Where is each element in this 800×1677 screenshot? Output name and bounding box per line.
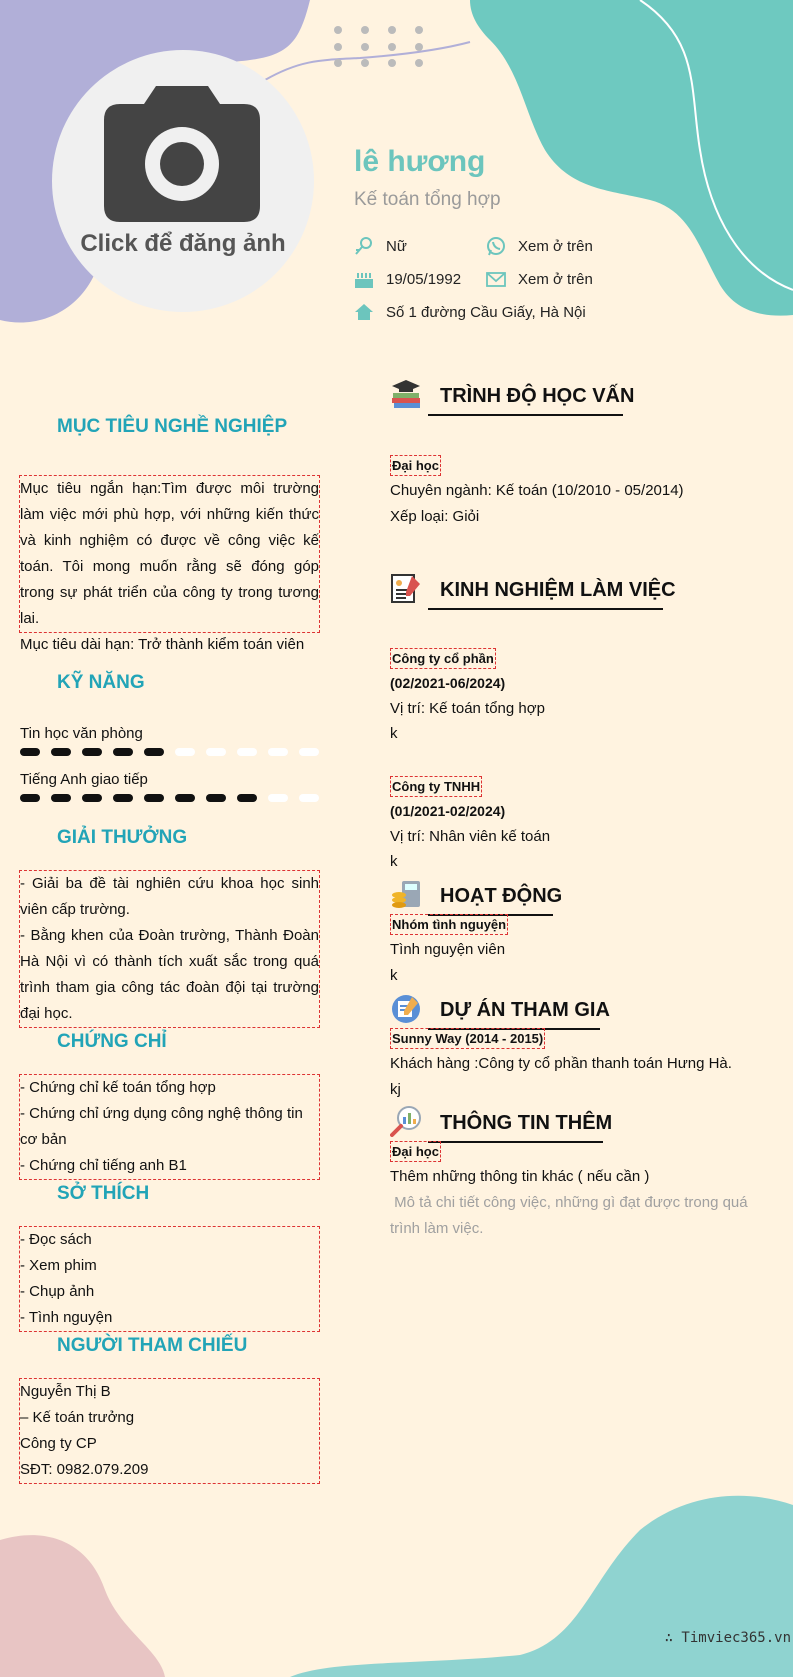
more-info-tag[interactable]: Đại học — [390, 1141, 441, 1162]
certificate-line: - Chứng chỉ tiếng anh B1 — [20, 1157, 187, 1174]
award-line: - Giải ba đề tài nghiên cứu khoa học sinh viên cấp trường. — [20, 875, 319, 918]
experience-title: KINH NGHIỆM LÀM VIỆC — [440, 579, 676, 601]
section-underline — [428, 414, 623, 416]
job-position: Vị trí: Kế toán tổng hợp — [390, 700, 545, 717]
more-info-placeholder: Mô tả chi tiết công việc, những gì đạt được trong quá — [390, 1194, 748, 1211]
reference-line: SĐT: 0982.079.209 — [20, 1461, 149, 1478]
job-company[interactable]: Công ty TNHH — [390, 776, 482, 797]
activity-role: Tình nguyện viên — [390, 941, 506, 958]
magnifier-chart-icon — [390, 1105, 422, 1137]
skill-level-dash — [206, 794, 226, 802]
skill-level-dash — [237, 748, 257, 756]
envelope-icon — [486, 269, 506, 289]
camera-icon — [104, 86, 260, 222]
candidate-name: lê hương — [354, 145, 486, 178]
objective-title: MỤC TIÊU NGHỀ NGHIỆP — [57, 416, 288, 437]
skill-level-bar — [20, 748, 319, 756]
skill-level-dash — [113, 748, 133, 756]
address-info — [354, 302, 586, 322]
job-description: k — [390, 725, 398, 742]
skill-level-dash — [268, 748, 288, 756]
skill-level-dash — [175, 748, 195, 756]
skill-level-dash — [206, 748, 226, 756]
skill-level-dash — [82, 794, 102, 802]
job-company[interactable]: Công ty cổ phần — [390, 648, 496, 669]
objective-box[interactable] — [19, 475, 320, 653]
activities-title: HOẠT ĐỘNG — [440, 885, 563, 907]
certificates-box[interactable] — [19, 1074, 320, 1180]
project-name[interactable]: Sunny Way (2014 - 2015) — [390, 1028, 545, 1049]
more-info-placeholder: trình làm việc. — [390, 1220, 484, 1237]
job-position: Vị trí: Nhân viên kế toán — [390, 828, 551, 845]
project-client: Khách hàng :Công ty cổ phần thanh toán Hưng Hà. — [390, 1055, 732, 1072]
watermark: ∴ Timviec365.vn — [664, 1630, 791, 1646]
resume-pen-icon — [390, 572, 422, 604]
job-title: Kế toán tổng hợp — [354, 189, 501, 210]
gender-info — [354, 236, 407, 256]
skills-title: KỸ NĂNG — [57, 672, 145, 693]
skill-level-dash — [175, 794, 195, 802]
birthday-cake-icon — [354, 269, 374, 289]
education-school[interactable]: Đại học — [390, 455, 441, 476]
education-title: TRÌNH ĐỘ HỌC VẤN — [440, 385, 635, 407]
email-info — [486, 269, 593, 289]
skill-level-dash — [144, 794, 164, 802]
gender-value: Nữ — [386, 237, 407, 255]
calculator-coins-icon — [390, 879, 422, 911]
job-description: k — [390, 853, 398, 870]
books-graduation-cap-icon — [390, 378, 422, 410]
skill-level-dash — [20, 748, 40, 756]
activity-description: k — [390, 967, 398, 984]
skill-level-dash — [299, 794, 319, 802]
objective-text: Mục tiêu ngắn hạn:Tìm được môi trường làm việc mới phù hợp, với những kiến thức và kinh nghiệm có được về công việc kế toán. Tôi mong muốn rằng sẽ đóng góp trong sự phát triển của công ty trong tương lai. — [20, 480, 319, 627]
skill-level-dash — [299, 748, 319, 756]
award-line: - Bằng khen của Đoàn trường, Thành Đoàn Hà Nội vì có thành tích xuất sắc trong quá trình tham gia công tác đoàn đội tại trường đại học. — [20, 927, 319, 1022]
hobby-line: - Đọc sách — [20, 1231, 92, 1248]
address-value: Số 1 đường Cầu Giấy, Hà Nội — [386, 303, 586, 321]
section-underline — [428, 608, 663, 610]
skill-level-dash — [20, 794, 40, 802]
hobby-line: - Tình nguyện — [20, 1309, 113, 1326]
phone-info — [486, 236, 593, 256]
skill-level-bar — [20, 794, 319, 802]
certificate-line: - Chứng chỉ kế toán tổng hợp — [20, 1079, 216, 1096]
skill-level-dash — [113, 794, 133, 802]
birthday-info — [354, 269, 461, 289]
certificate-line: - Chứng chỉ ứng dụng công nghệ thông tin cơ bản — [20, 1105, 303, 1148]
skill-level-dash — [144, 748, 164, 756]
project-description: kj — [390, 1081, 401, 1098]
skill-level-dash — [268, 794, 288, 802]
home-icon — [354, 302, 374, 322]
profile-photo-placeholder[interactable] — [52, 50, 314, 312]
phone-icon — [486, 236, 506, 256]
email-value: Xem ở trên — [518, 270, 593, 288]
objective-text-long-term: Mục tiêu dài hạn: Trở thành kiểm toán viên — [20, 636, 305, 653]
education-grade: Xếp loại: Giỏi — [390, 508, 480, 525]
projects-title: DỰ ÁN THAM GIA — [440, 999, 610, 1021]
hobby-line: - Xem phim — [20, 1257, 97, 1274]
awards-box[interactable] — [19, 870, 320, 1028]
dot-pattern — [334, 26, 423, 67]
reference-line: Công ty CP — [20, 1435, 97, 1452]
job-period: (02/2021-06/2024) — [390, 675, 506, 691]
section-underline — [428, 1141, 603, 1143]
references-box[interactable] — [19, 1378, 320, 1484]
skill-level-dash — [51, 748, 71, 756]
activity-organization[interactable]: Nhóm tình nguyện — [390, 914, 508, 935]
skill-level-dash — [51, 794, 71, 802]
hobbies-title: SỞ THÍCH — [57, 1183, 150, 1204]
phone-value: Xem ở trên — [518, 237, 593, 255]
skill-level-dash — [82, 748, 102, 756]
upload-photo-label: Click để đăng ảnh — [80, 230, 286, 257]
gender-icon — [354, 236, 374, 256]
skill-name: Tin học văn phòng — [20, 725, 143, 742]
more-info-line: Thêm những thông tin khác ( nếu cần ) — [390, 1168, 650, 1185]
project-brush-icon — [390, 993, 422, 1025]
skill-name: Tiếng Anh giao tiếp — [20, 771, 148, 788]
hobbies-box[interactable] — [19, 1226, 320, 1332]
job-period: (01/2021-02/2024) — [390, 803, 506, 819]
birthday-value: 19/05/1992 — [386, 270, 462, 288]
awards-title: GIẢI THƯỞNG — [57, 827, 188, 848]
references-title: NGƯỜI THAM CHIẾU — [57, 1335, 248, 1356]
reference-line: Nguyễn Thị B — [20, 1383, 111, 1400]
certificates-title: CHỨNG CHỈ — [57, 1031, 167, 1052]
education-major: Chuyên ngành: Kế toán (10/2010 - 05/2014) — [390, 482, 684, 499]
skill-level-dash — [237, 794, 257, 802]
reference-line: – Kế toán trưởng — [20, 1409, 135, 1426]
hobby-line: - Chụp ảnh — [20, 1283, 95, 1300]
more-info-title: THÔNG TIN THÊM — [440, 1112, 613, 1134]
